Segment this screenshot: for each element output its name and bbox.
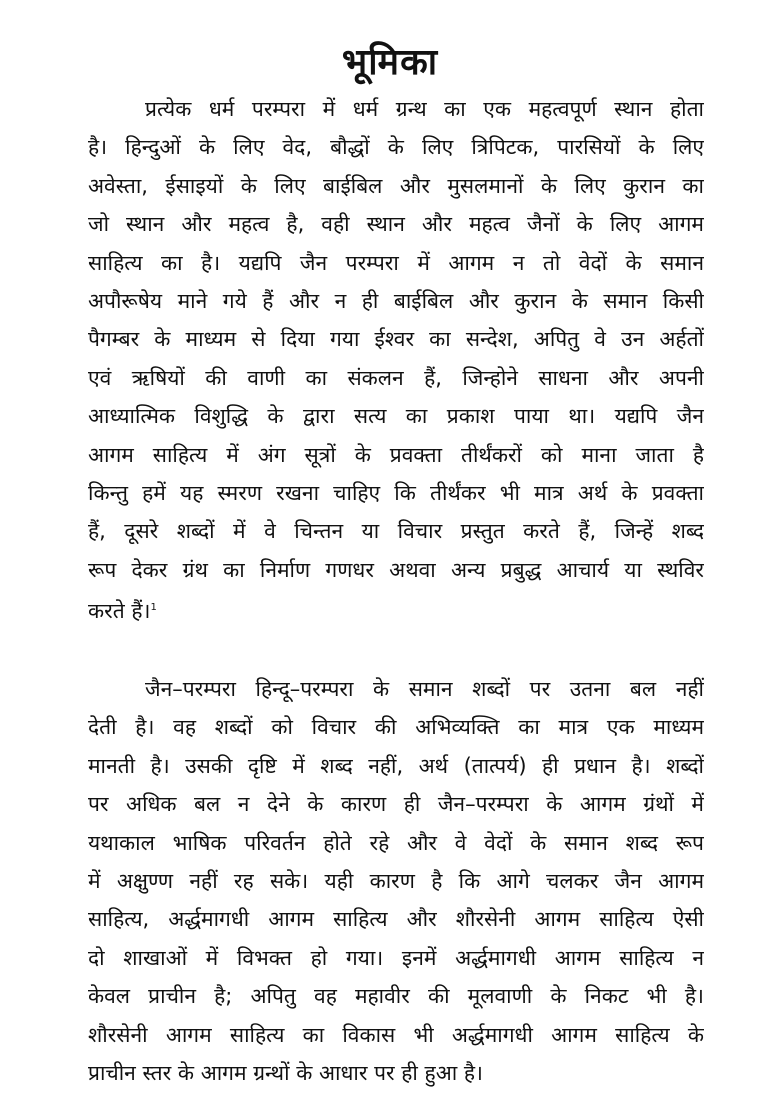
- text-line-content: दो शाखाओं में विभक्त हो गया। इनमें अर्द्धमागधी आगम साहित्य न: [88, 945, 704, 970]
- text-line: [88, 90, 704, 128]
- text-line: [88, 900, 704, 938]
- text-line: [88, 551, 704, 589]
- text-line: [88, 589, 704, 627]
- text-line: [88, 436, 704, 474]
- text-line: [88, 244, 704, 282]
- text-line: [88, 474, 704, 512]
- text-line: [88, 785, 704, 823]
- page-title: भूमिका: [341, 42, 439, 83]
- text-line-content: आगम साहित्य में अंग सूत्रों के प्रवक्ता तीर्थंकरों को माना जाता है: [88, 442, 704, 467]
- text-line-content: करते हैं।: [88, 599, 151, 624]
- text-line-content: में अक्षुण्ण नहीं रह सके। यही कारण है कि आगे चलकर जैन आगम: [88, 868, 704, 893]
- text-line: [88, 670, 704, 708]
- text-line: [88, 397, 704, 435]
- paragraph-1: [88, 90, 704, 627]
- text-line-content: अपौरूषेय माने गये हैं और न ही बाईबिल और कुरान के समान किसी: [88, 288, 704, 313]
- text-line-content: जैन–परम्परा हिन्दू–परम्परा के समान शब्दों पर उतना बल नहीं: [145, 677, 704, 701]
- text-line-content: मानती है। उसकी दृष्टि में शब्द नहीं, अर्थ (तात्पर्य) ही प्रधान है। शब्दों: [88, 753, 704, 778]
- text-line-content: हैं, दूसरे शब्दों में वे चिन्तन या विचार प्रस्तुत करते हैं, जिन्हें शब्द: [88, 519, 704, 544]
- text-line-content: केवल प्राचीन है; अपितु वह महावीर की मूलवाणी के निकट भी है।: [88, 984, 704, 1009]
- text-line-content: प्राचीन स्तर के आगम ग्रन्थों के आधार पर ही हुआ है।: [88, 1060, 483, 1085]
- text-line-content: अवेस्ता, ईसाइयों के लिए बाईबिल और मुसलमानों के लिए कुरान का: [88, 173, 704, 198]
- text-line-content: पर अधिक बल न देने के कारण ही जैन–परम्परा के आगम ग्रंथों में: [88, 792, 704, 817]
- text-line-content: है। हिन्दुओं के लिए वेद, बौद्धों के लिए त्रिपिटक, पारसियों के लिए: [88, 135, 704, 160]
- text-line-content: शौरसेनी आगम साहित्य का विकास भी अर्द्धमागधी आगम साहित्य के: [88, 1022, 704, 1047]
- text-line: [88, 1054, 704, 1092]
- text-line: [88, 977, 704, 1015]
- footnote-marker[interactable]: 1: [150, 602, 157, 614]
- text-line: [88, 128, 704, 166]
- text-line-content: साहित्य, अर्द्धमागधी आगम साहित्य और शौरसेनी आगम साहित्य ऐसी: [88, 907, 704, 932]
- text-line: [88, 282, 704, 320]
- text-line-content: साहित्य का है। यद्यपि जैन परम्परा में आगम न तो वेदों के समान: [88, 250, 704, 275]
- text-line-content: आध्यात्मिक विशुद्धि के द्वारा सत्य का प्रकाश पाया था। यद्यपि जैन: [88, 404, 704, 429]
- text-line: [88, 824, 704, 862]
- text-line: [88, 359, 704, 397]
- text-line: [88, 708, 704, 746]
- text-line-content: रूप देकर ग्रंथ का निर्माण गणधर अथवा अन्य प्रबुद्ध आचार्य या स्थविर: [88, 557, 704, 582]
- text-line: [88, 512, 704, 550]
- text-line-content: एवं ऋषियों की वाणी का संकलन हैं, जिन्होने साधना और अपनी: [88, 365, 704, 390]
- text-line: [88, 939, 704, 977]
- text-line: [88, 747, 704, 785]
- text-line: [88, 205, 704, 243]
- text-line-content: यथाकाल भाषिक परिवर्तन होते रहे और वे वेदों के समान शब्द रूप: [88, 830, 704, 855]
- text-line: [88, 320, 704, 358]
- text-line-content: प्रत्येक धर्म परम्परा में धर्म ग्रन्थ का एक महत्वपूर्ण स्थान होता: [145, 97, 704, 121]
- text-line: [88, 1016, 704, 1054]
- text-line-content: पैगम्बर के माध्यम से दिया गया ईश्वर का सन्देश, अपितु वे उन अर्हतों: [88, 327, 704, 352]
- text-line: [88, 167, 704, 205]
- text-line-content: देती है। वह शब्दों को विचार की अभिव्यक्ति का मात्र एक माध्यम: [88, 715, 704, 740]
- text-line: [88, 862, 704, 900]
- paragraph-2: [88, 670, 704, 1092]
- text-line-content: किन्तु हमें यह स्मरण रखना चाहिए कि तीर्थंकर भी मात्र अर्थ के प्रवक्ता: [88, 480, 704, 505]
- text-line-content: जो स्थान और महत्व है, वही स्थान और महत्व जैनों के लिए आगम: [88, 212, 704, 237]
